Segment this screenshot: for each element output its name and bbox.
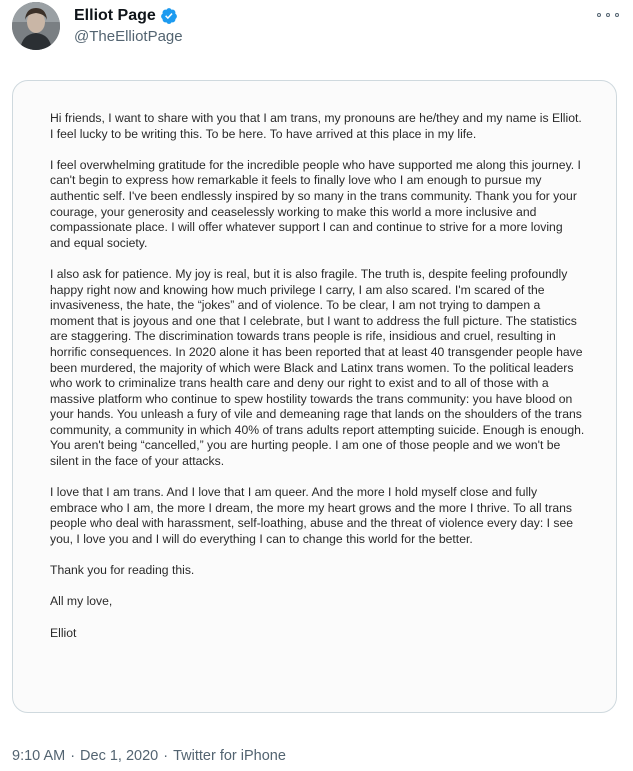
letter-paragraph: Thank you for reading this. [50,563,195,578]
meta-separator: · [70,748,76,764]
author-name[interactable]: Elliot Page [74,7,156,24]
more-options-icon[interactable] [597,8,619,22]
author-handle[interactable]: @TheElliotPage [74,28,183,45]
letter-text [50,111,585,657]
tweet-metadata [12,748,286,764]
tweet-header [12,0,621,60]
letter-paragraph: I love that I am trans. And I love that I am queer. And the more I hold myself close and fully embrace who I am, the more I dream, the more my heart grows and the more I thrive. To all trans people who deal with harassment, self-loathing, abuse and the threat of violence every day: I see you, I love you and I will do everything I can to change this world for the better. [50,485,574,547]
tweet-date[interactable]: Dec 1, 2020 [80,748,159,764]
letter-paragraph: Hi friends, I want to share with you that I am trans, my pronouns are he/they and my name is Elliot. I feel lucky to be writing this. To be here. To have arrived at this place in my life. [50,111,582,141]
meta-separator: · [163,748,169,764]
letter-paragraph: I also ask for patience. My joy is real, but it is also fragile. The truth is, despite feeling profoundly happy right now and knowing how much privilege I carry, I am also scared. I'm scared of the invasiveness, the hate, the “jokes” and of violence. To be clear, I am not trying to dampen a moment that is joyous and one that I celebrate, but I want to address the full picture. The statistics are staggering. The discrimination towards trans people is rife, insidious and cruel, resulting in horrific consequences. In 2020 alone it has been reported that at least 40 transgender people have been murdered, the majority of which were Black and Latinx trans women. To the political leaders who work to criminalize trans health care and deny our right to exist and to all of those with a massive platform who continue to spew hostility towards the trans community: you have blood on your hands. You unleash a fury of vile and demeaning rage that lands on the shoulders of the trans community, a community in which 40% of trans adults report attempting suicide. Enough is enough. You aren't being “cancelled,” you are hurting people. I am one of those people and we won't be silent in the face of your attacks. [50,266,585,469]
tweet-image[interactable] [12,80,617,713]
author-name-row [74,5,178,27]
letter-paragraph: All my love, [50,594,113,609]
verified-badge-icon [160,7,178,25]
avatar-image [12,2,60,50]
tweet-time[interactable]: 9:10 AM [12,748,66,764]
tweet-source[interactable]: Twitter for iPhone [173,748,286,764]
letter-signature: Elliot [50,625,77,640]
letter-paragraph: I feel overwhelming gratitude for the incredible people who have supported me along this journey. I can't begin to express how remarkable it feels to finally love who I am enough to pursue my authentic self. I've been endlessly inspired by so many in the trans community. Thank you for your courage, your generosity and ceaselessly working to make this world a more inclusive and compassionate place. I will offer whatever support I can and continue to strive for a more loving and equal society. [50,157,581,250]
avatar[interactable] [12,2,60,50]
